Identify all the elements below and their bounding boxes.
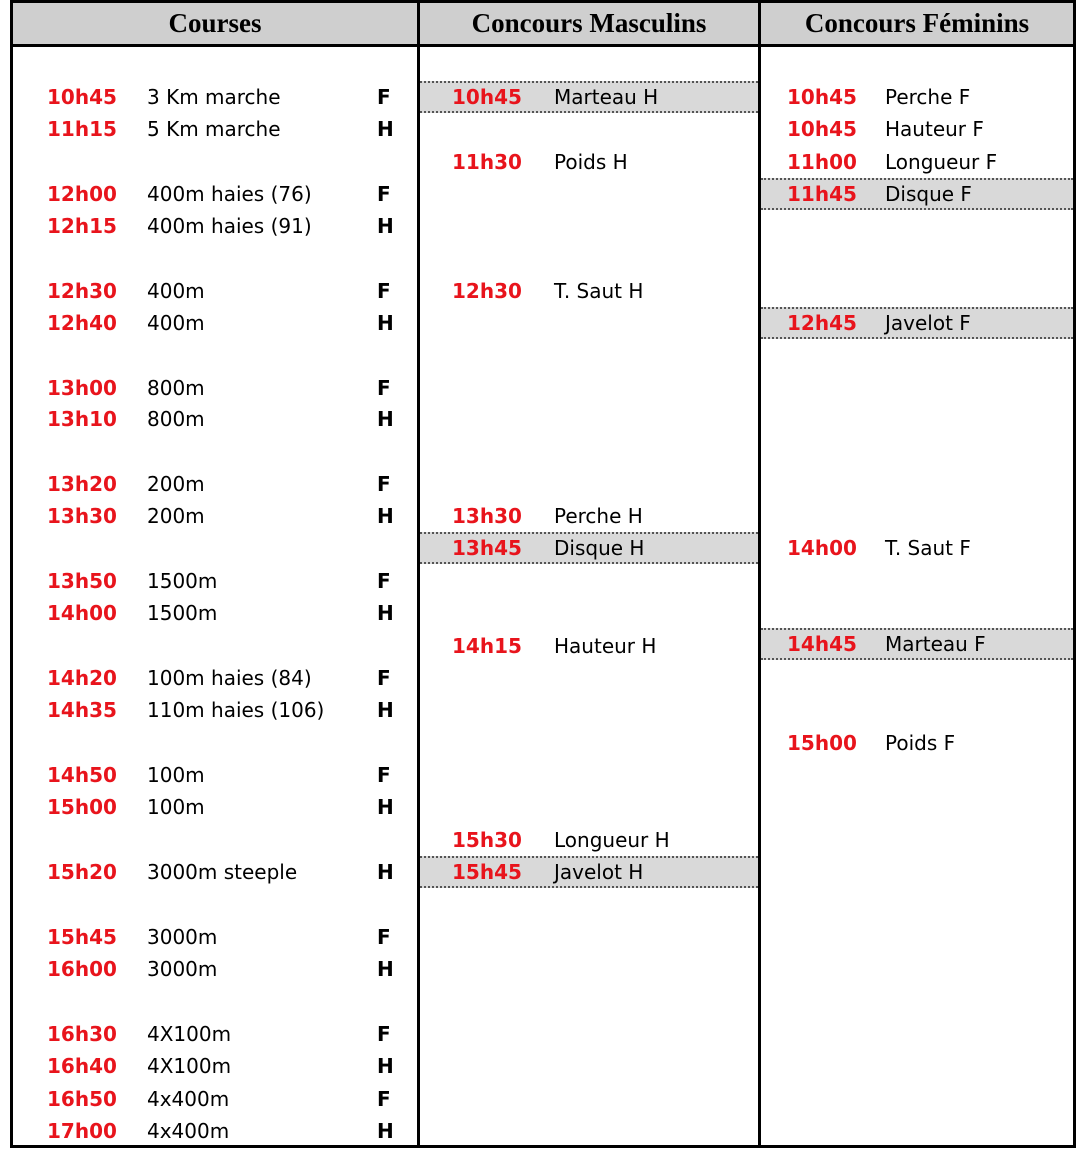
time-cell: 15h00 (787, 731, 857, 755)
time-cell: 11h45 (787, 182, 857, 206)
table-row (420, 532, 758, 564)
time-cell: 15h45 (452, 860, 522, 884)
event-cell: Disque F (885, 182, 972, 206)
table-row (13, 1115, 417, 1147)
table-row (13, 953, 417, 985)
table-row (13, 81, 417, 113)
event-cell: 3000m (147, 957, 218, 981)
time-cell: 14h20 (47, 666, 117, 690)
event-cell: Marteau F (885, 632, 986, 656)
event-cell: 4x400m (147, 1087, 230, 1111)
time-cell: 14h50 (47, 763, 117, 787)
sex-cell: F (377, 182, 391, 206)
table-row (13, 662, 417, 694)
event-cell: 3 Km marche (147, 85, 281, 109)
event-cell: 110m haies (106) (147, 698, 325, 722)
event-cell: Hauteur F (885, 117, 984, 141)
table-row (13, 694, 417, 726)
table-row (761, 178, 1073, 210)
event-cell: 4X100m (147, 1054, 232, 1078)
sex-cell: F (377, 85, 391, 109)
table-row (420, 81, 758, 113)
event-cell: T. Saut F (885, 536, 971, 560)
sex-cell: H (377, 214, 394, 238)
concours-masculins-header: Concours Masculins (420, 3, 758, 47)
time-cell: 13h00 (47, 376, 117, 400)
table-row (13, 210, 417, 242)
event-cell: 200m (147, 504, 205, 528)
table-row (761, 307, 1073, 339)
time-cell: 12h30 (452, 279, 522, 303)
table-row (13, 500, 417, 532)
sex-cell: F (377, 666, 391, 690)
table-row (761, 727, 1073, 759)
sex-cell: F (377, 1022, 391, 1046)
event-cell: Marteau H (554, 85, 659, 109)
sex-cell: H (377, 601, 394, 625)
event-cell: 4x400m (147, 1119, 230, 1143)
table-row (420, 500, 758, 532)
sex-cell: H (377, 1054, 394, 1078)
table-row (761, 628, 1073, 660)
sex-cell: H (377, 698, 394, 722)
table-row (13, 372, 417, 404)
event-cell: 1500m (147, 569, 218, 593)
time-cell: 12h45 (787, 311, 857, 335)
time-cell: 10h45 (452, 85, 522, 109)
time-cell: 16h50 (47, 1087, 117, 1111)
time-cell: 16h00 (47, 957, 117, 981)
time-cell: 13h45 (452, 536, 522, 560)
time-cell: 11h30 (452, 150, 522, 174)
sex-cell: F (377, 569, 391, 593)
time-cell: 14h45 (787, 632, 857, 656)
sex-cell: F (377, 472, 391, 496)
table-row (420, 275, 758, 307)
event-cell: 100m haies (84) (147, 666, 312, 690)
sex-cell: F (377, 1087, 391, 1111)
sex-cell: F (377, 763, 391, 787)
event-cell: 200m (147, 472, 205, 496)
event-cell: Disque H (554, 536, 645, 560)
sex-cell: H (377, 860, 394, 884)
time-cell: 16h30 (47, 1022, 117, 1046)
time-cell: 15h20 (47, 860, 117, 884)
event-cell: 400m (147, 279, 205, 303)
time-cell: 14h15 (452, 634, 522, 658)
table-row (13, 791, 417, 823)
table-row (420, 856, 758, 888)
concours-feminins-column (758, 3, 1073, 1145)
time-cell: 14h00 (47, 601, 117, 625)
table-row (761, 113, 1073, 145)
table-row (13, 1018, 417, 1050)
sex-cell: F (377, 925, 391, 949)
event-cell: Longueur H (554, 828, 670, 852)
event-cell: Poids H (554, 150, 628, 174)
courses-column (13, 3, 417, 1145)
table-row (761, 146, 1073, 178)
time-cell: 15h45 (47, 925, 117, 949)
table-row (13, 597, 417, 629)
event-cell: Javelot F (885, 311, 971, 335)
time-cell: 12h00 (47, 182, 117, 206)
table-row (13, 113, 417, 145)
table-row (420, 146, 758, 178)
sex-cell: H (377, 504, 394, 528)
time-cell: 11h00 (787, 150, 857, 174)
event-cell: Hauteur H (554, 634, 657, 658)
time-cell: 13h50 (47, 569, 117, 593)
sex-cell: H (377, 795, 394, 819)
event-cell: 100m (147, 763, 205, 787)
time-cell: 14h00 (787, 536, 857, 560)
time-cell: 13h20 (47, 472, 117, 496)
time-cell: 12h15 (47, 214, 117, 238)
time-cell: 13h10 (47, 407, 117, 431)
event-cell: Javelot H (554, 860, 644, 884)
time-cell: 17h00 (47, 1119, 117, 1143)
time-cell: 11h15 (47, 117, 117, 141)
table-row (761, 81, 1073, 113)
table-row (13, 468, 417, 500)
time-cell: 16h40 (47, 1054, 117, 1078)
table-row (13, 921, 417, 953)
event-cell: Poids F (885, 731, 956, 755)
time-cell: 14h35 (47, 698, 117, 722)
table-row (13, 759, 417, 791)
event-cell: Perche H (554, 504, 643, 528)
event-cell: 400m (147, 311, 205, 335)
event-cell: 4X100m (147, 1022, 232, 1046)
sex-cell: H (377, 957, 394, 981)
sex-cell: H (377, 407, 394, 431)
time-cell: 10h45 (787, 85, 857, 109)
concours-feminins-header: Concours Féminins (761, 3, 1073, 47)
time-cell: 13h30 (452, 504, 522, 528)
event-cell: 800m (147, 407, 205, 431)
event-cell: 100m (147, 795, 205, 819)
event-cell: 5 Km marche (147, 117, 281, 141)
courses-header: Courses (13, 3, 417, 47)
time-cell: 12h30 (47, 279, 117, 303)
time-cell: 13h30 (47, 504, 117, 528)
event-cell: Perche F (885, 85, 971, 109)
table-row (13, 307, 417, 339)
sex-cell: H (377, 117, 394, 141)
table-row (761, 532, 1073, 564)
sex-cell: H (377, 1119, 394, 1143)
time-cell: 15h30 (452, 828, 522, 852)
event-cell: 800m (147, 376, 205, 400)
table-row (13, 565, 417, 597)
event-cell: 1500m (147, 601, 218, 625)
event-cell: Longueur F (885, 150, 998, 174)
table-row (420, 630, 758, 662)
table-row (13, 1083, 417, 1115)
sex-cell: F (377, 279, 391, 303)
event-cell: 400m haies (91) (147, 214, 312, 238)
event-cell: 3000m steeple (147, 860, 298, 884)
event-cell: T. Saut H (554, 279, 644, 303)
time-cell: 10h45 (47, 85, 117, 109)
time-cell: 15h00 (47, 795, 117, 819)
time-cell: 10h45 (787, 117, 857, 141)
sex-cell: H (377, 311, 394, 335)
table-row (13, 178, 417, 210)
event-cell: 3000m (147, 925, 218, 949)
table-row (420, 824, 758, 856)
schedule-table (10, 0, 1076, 1148)
table-row (13, 275, 417, 307)
sex-cell: F (377, 376, 391, 400)
time-cell: 12h40 (47, 311, 117, 335)
table-row (13, 403, 417, 435)
table-row (13, 1050, 417, 1082)
event-cell: 400m haies (76) (147, 182, 312, 206)
concours-masculins-column (417, 3, 758, 1145)
table-row (13, 856, 417, 888)
